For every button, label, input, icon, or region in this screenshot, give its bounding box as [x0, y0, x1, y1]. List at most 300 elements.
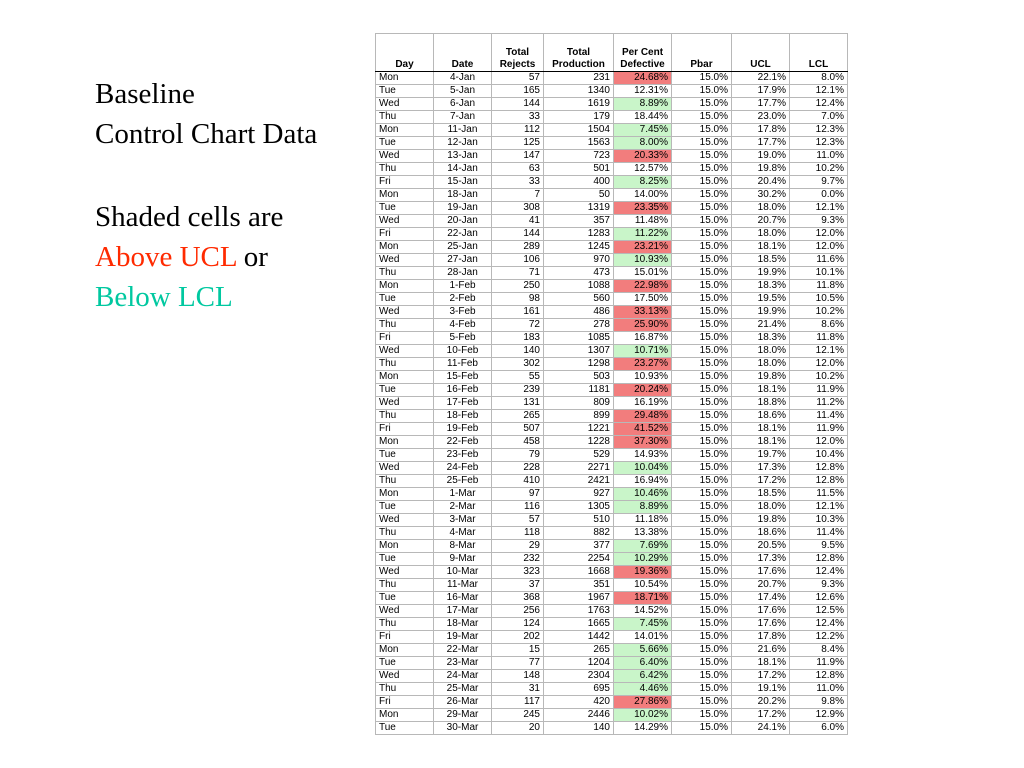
cell-ucl: 17.6% — [732, 618, 790, 631]
header-date: Date — [434, 34, 492, 72]
header-percent-defective: Per Cent Defective — [614, 34, 672, 72]
cell-total-rejects: 77 — [492, 657, 544, 670]
cell-total-rejects: 15 — [492, 644, 544, 657]
cell-ucl: 17.3% — [732, 553, 790, 566]
cell-lcl: 12.8% — [790, 475, 848, 488]
cell-date: 6-Jan — [434, 98, 492, 111]
cell-ucl: 21.4% — [732, 319, 790, 332]
cell-total-production: 882 — [544, 527, 614, 540]
cell-pbar: 15.0% — [672, 423, 732, 436]
cell-ucl: 20.4% — [732, 176, 790, 189]
cell-total-production: 1085 — [544, 332, 614, 345]
cell-ucl: 30.2% — [732, 189, 790, 202]
cell-ucl: 17.9% — [732, 85, 790, 98]
cell-total-rejects: 20 — [492, 722, 544, 735]
cell-ucl: 17.2% — [732, 670, 790, 683]
cell-total-rejects: 37 — [492, 579, 544, 592]
cell-day: Tue — [376, 293, 434, 306]
cell-ucl: 18.5% — [732, 254, 790, 267]
cell-percent-defective: 7.69% — [614, 540, 672, 553]
cell-pbar: 15.0% — [672, 111, 732, 124]
cell-ucl: 18.1% — [732, 423, 790, 436]
table-row — [376, 527, 848, 540]
table-row — [376, 345, 848, 358]
cell-ucl: 17.6% — [732, 566, 790, 579]
cell-day: Wed — [376, 254, 434, 267]
cell-day: Mon — [376, 371, 434, 384]
cell-pbar: 15.0% — [672, 514, 732, 527]
cell-pbar: 15.0% — [672, 722, 732, 735]
cell-day: Thu — [376, 527, 434, 540]
cell-percent-defective: 41.52% — [614, 423, 672, 436]
cell-total-production: 1763 — [544, 605, 614, 618]
cell-ucl: 20.7% — [732, 579, 790, 592]
cell-pbar: 15.0% — [672, 358, 732, 371]
cell-date: 13-Jan — [434, 150, 492, 163]
cell-lcl: 11.4% — [790, 410, 848, 423]
cell-pbar: 15.0% — [672, 319, 732, 332]
cell-total-production: 1619 — [544, 98, 614, 111]
cell-percent-defective: 14.29% — [614, 722, 672, 735]
cell-lcl: 10.3% — [790, 514, 848, 527]
cell-lcl: 12.1% — [790, 501, 848, 514]
cell-pbar: 15.0% — [672, 670, 732, 683]
caption-title-line-2: Control Chart Data — [95, 118, 318, 150]
cell-pbar: 15.0% — [672, 683, 732, 696]
cell-date: 17-Feb — [434, 397, 492, 410]
table-row — [376, 241, 848, 254]
cell-pbar: 15.0% — [672, 124, 732, 137]
cell-percent-defective: 6.42% — [614, 670, 672, 683]
cell-date: 22-Feb — [434, 436, 492, 449]
cell-pbar: 15.0% — [672, 176, 732, 189]
cell-date: 23-Mar — [434, 657, 492, 670]
table-row — [376, 579, 848, 592]
cell-date: 3-Feb — [434, 306, 492, 319]
cell-day: Tue — [376, 722, 434, 735]
cell-day: Wed — [376, 150, 434, 163]
cell-lcl: 11.8% — [790, 332, 848, 345]
cell-date: 19-Feb — [434, 423, 492, 436]
cell-total-rejects: 71 — [492, 267, 544, 280]
cell-date: 18-Mar — [434, 618, 492, 631]
table-row — [376, 449, 848, 462]
cell-lcl: 11.0% — [790, 683, 848, 696]
cell-day: Fri — [376, 631, 434, 644]
cell-date: 19-Jan — [434, 202, 492, 215]
caption-above-ucl: Above UCL — [95, 241, 237, 273]
cell-lcl: 11.9% — [790, 423, 848, 436]
cell-total-rejects: 202 — [492, 631, 544, 644]
cell-date: 27-Jan — [434, 254, 492, 267]
cell-total-production: 501 — [544, 163, 614, 176]
cell-total-rejects: 245 — [492, 709, 544, 722]
cell-lcl: 12.2% — [790, 631, 848, 644]
cell-total-rejects: 63 — [492, 163, 544, 176]
cell-day: Mon — [376, 540, 434, 553]
table-row — [376, 111, 848, 124]
cell-lcl: 12.0% — [790, 436, 848, 449]
table-row — [376, 709, 848, 722]
table-row — [376, 618, 848, 631]
cell-date: 15-Feb — [434, 371, 492, 384]
cell-pbar: 15.0% — [672, 475, 732, 488]
cell-percent-defective: 7.45% — [614, 618, 672, 631]
cell-total-production: 2421 — [544, 475, 614, 488]
cell-total-rejects: 72 — [492, 319, 544, 332]
cell-total-production: 2304 — [544, 670, 614, 683]
table-row — [376, 423, 848, 436]
cell-lcl: 11.9% — [790, 384, 848, 397]
cell-pbar: 15.0% — [672, 189, 732, 202]
cell-total-rejects: 125 — [492, 137, 544, 150]
cell-lcl: 9.3% — [790, 579, 848, 592]
cell-lcl: 12.5% — [790, 605, 848, 618]
cell-percent-defective: 12.31% — [614, 85, 672, 98]
cell-total-rejects: 57 — [492, 72, 544, 85]
cell-pbar: 15.0% — [672, 98, 732, 111]
cell-date: 11-Mar — [434, 579, 492, 592]
cell-total-rejects: 165 — [492, 85, 544, 98]
cell-percent-defective: 11.22% — [614, 228, 672, 241]
cell-day: Thu — [376, 410, 434, 423]
cell-pbar: 15.0% — [672, 410, 732, 423]
table-row — [376, 358, 848, 371]
cell-pbar: 15.0% — [672, 449, 732, 462]
cell-total-rejects: 147 — [492, 150, 544, 163]
cell-pbar: 15.0% — [672, 202, 732, 215]
cell-lcl: 10.2% — [790, 371, 848, 384]
cell-total-production: 1504 — [544, 124, 614, 137]
cell-lcl: 10.5% — [790, 293, 848, 306]
table-row — [376, 683, 848, 696]
cell-day: Wed — [376, 670, 434, 683]
cell-total-production: 1307 — [544, 345, 614, 358]
cell-pbar: 15.0% — [672, 657, 732, 670]
cell-percent-defective: 6.40% — [614, 657, 672, 670]
cell-date: 4-Mar — [434, 527, 492, 540]
cell-date: 12-Jan — [434, 137, 492, 150]
table-row — [376, 176, 848, 189]
table-row — [376, 150, 848, 163]
table-row — [376, 384, 848, 397]
cell-lcl: 0.0% — [790, 189, 848, 202]
cell-pbar: 15.0% — [672, 150, 732, 163]
cell-ucl: 17.3% — [732, 462, 790, 475]
cell-percent-defective: 20.24% — [614, 384, 672, 397]
cell-percent-defective: 11.18% — [614, 514, 672, 527]
caption-spacer — [95, 154, 375, 197]
cell-day: Mon — [376, 124, 434, 137]
table-row — [376, 462, 848, 475]
cell-percent-defective: 14.93% — [614, 449, 672, 462]
cell-date: 22-Jan — [434, 228, 492, 241]
table-row — [376, 397, 848, 410]
table-row — [376, 98, 848, 111]
table-row — [376, 254, 848, 267]
cell-percent-defective: 33.13% — [614, 306, 672, 319]
cell-lcl: 10.2% — [790, 306, 848, 319]
cell-lcl: 12.6% — [790, 592, 848, 605]
caption-title-line-1: Baseline — [95, 78, 195, 110]
cell-total-production: 473 — [544, 267, 614, 280]
cell-total-production: 486 — [544, 306, 614, 319]
cell-date: 29-Mar — [434, 709, 492, 722]
cell-percent-defective: 18.44% — [614, 111, 672, 124]
cell-total-rejects: 97 — [492, 488, 544, 501]
cell-lcl: 12.8% — [790, 462, 848, 475]
cell-day: Wed — [376, 397, 434, 410]
cell-lcl: 12.1% — [790, 85, 848, 98]
cell-date: 20-Jan — [434, 215, 492, 228]
cell-date: 25-Mar — [434, 683, 492, 696]
cell-day: Tue — [376, 137, 434, 150]
table-row — [376, 722, 848, 735]
cell-total-production: 899 — [544, 410, 614, 423]
cell-day: Thu — [376, 358, 434, 371]
cell-total-rejects: 323 — [492, 566, 544, 579]
cell-percent-defective: 10.71% — [614, 345, 672, 358]
cell-day: Mon — [376, 644, 434, 657]
cell-lcl: 11.2% — [790, 397, 848, 410]
cell-total-rejects: 256 — [492, 605, 544, 618]
cell-percent-defective: 23.27% — [614, 358, 672, 371]
cell-percent-defective: 10.02% — [614, 709, 672, 722]
table-row — [376, 670, 848, 683]
cell-date: 10-Feb — [434, 345, 492, 358]
cell-total-production: 357 — [544, 215, 614, 228]
cell-day: Mon — [376, 488, 434, 501]
cell-total-rejects: 29 — [492, 540, 544, 553]
cell-date: 4-Feb — [434, 319, 492, 332]
cell-total-rejects: 57 — [492, 514, 544, 527]
cell-ucl: 19.8% — [732, 163, 790, 176]
cell-date: 22-Mar — [434, 644, 492, 657]
cell-percent-defective: 37.30% — [614, 436, 672, 449]
cell-day: Tue — [376, 592, 434, 605]
cell-ucl: 18.0% — [732, 228, 790, 241]
table-row — [376, 280, 848, 293]
cell-lcl: 9.7% — [790, 176, 848, 189]
cell-ucl: 20.2% — [732, 696, 790, 709]
cell-pbar: 15.0% — [672, 644, 732, 657]
cell-total-rejects: 458 — [492, 436, 544, 449]
cell-day: Mon — [376, 241, 434, 254]
cell-date: 11-Jan — [434, 124, 492, 137]
header-day: Day — [376, 34, 434, 72]
caption-above-line — [95, 237, 375, 277]
cell-percent-defective: 8.89% — [614, 98, 672, 111]
cell-total-rejects: 368 — [492, 592, 544, 605]
cell-total-rejects: 144 — [492, 228, 544, 241]
table-row — [376, 85, 848, 98]
cell-date: 25-Jan — [434, 241, 492, 254]
cell-day: Thu — [376, 319, 434, 332]
header-pbar: Pbar — [672, 34, 732, 72]
cell-ucl: 18.1% — [732, 241, 790, 254]
cell-total-production: 400 — [544, 176, 614, 189]
table-row — [376, 332, 848, 345]
cell-day: Mon — [376, 72, 434, 85]
cell-date: 25-Feb — [434, 475, 492, 488]
cell-total-rejects: 124 — [492, 618, 544, 631]
cell-lcl: 12.4% — [790, 566, 848, 579]
cell-pbar: 15.0% — [672, 579, 732, 592]
table-row — [376, 436, 848, 449]
cell-date: 1-Mar — [434, 488, 492, 501]
cell-pbar: 15.0% — [672, 306, 732, 319]
cell-total-rejects: 131 — [492, 397, 544, 410]
cell-date: 2-Mar — [434, 501, 492, 514]
cell-total-production: 529 — [544, 449, 614, 462]
cell-total-production: 2271 — [544, 462, 614, 475]
cell-day: Thu — [376, 683, 434, 696]
cell-pbar: 15.0% — [672, 527, 732, 540]
cell-pbar: 15.0% — [672, 501, 732, 514]
cell-ucl: 21.6% — [732, 644, 790, 657]
cell-day: Wed — [376, 605, 434, 618]
cell-total-rejects: 148 — [492, 670, 544, 683]
cell-total-rejects: 117 — [492, 696, 544, 709]
cell-day: Thu — [376, 163, 434, 176]
cell-total-production: 970 — [544, 254, 614, 267]
cell-percent-defective: 18.71% — [614, 592, 672, 605]
cell-total-rejects: 302 — [492, 358, 544, 371]
cell-lcl: 11.8% — [790, 280, 848, 293]
cell-pbar: 15.0% — [672, 696, 732, 709]
cell-lcl: 12.1% — [790, 202, 848, 215]
cell-total-rejects: 55 — [492, 371, 544, 384]
cell-day: Tue — [376, 657, 434, 670]
cell-percent-defective: 23.35% — [614, 202, 672, 215]
cell-ucl: 18.0% — [732, 345, 790, 358]
cell-day: Thu — [376, 475, 434, 488]
cell-ucl: 18.0% — [732, 202, 790, 215]
cell-total-rejects: 7 — [492, 189, 544, 202]
cell-day: Tue — [376, 202, 434, 215]
cell-day: Tue — [376, 449, 434, 462]
cell-total-rejects: 239 — [492, 384, 544, 397]
cell-pbar: 15.0% — [672, 709, 732, 722]
cell-percent-defective: 16.19% — [614, 397, 672, 410]
cell-day: Wed — [376, 215, 434, 228]
cell-ucl: 23.0% — [732, 111, 790, 124]
header-ucl: UCL — [732, 34, 790, 72]
cell-date: 5-Jan — [434, 85, 492, 98]
cell-percent-defective: 7.45% — [614, 124, 672, 137]
cell-percent-defective: 27.86% — [614, 696, 672, 709]
cell-ucl: 17.7% — [732, 137, 790, 150]
table-row — [376, 202, 848, 215]
cell-date: 24-Mar — [434, 670, 492, 683]
cell-total-production: 1340 — [544, 85, 614, 98]
caption-below-lcl: Below LCL — [95, 281, 233, 313]
table-row — [376, 553, 848, 566]
table-row — [376, 592, 848, 605]
cell-ucl: 24.1% — [732, 722, 790, 735]
cell-day: Fri — [376, 332, 434, 345]
cell-total-rejects: 118 — [492, 527, 544, 540]
cell-total-production: 231 — [544, 72, 614, 85]
cell-total-rejects: 79 — [492, 449, 544, 462]
cell-total-production: 510 — [544, 514, 614, 527]
cell-ucl: 18.5% — [732, 488, 790, 501]
cell-lcl: 12.8% — [790, 670, 848, 683]
cell-percent-defective: 10.46% — [614, 488, 672, 501]
cell-pbar: 15.0% — [672, 605, 732, 618]
cell-pbar: 15.0% — [672, 228, 732, 241]
cell-percent-defective: 16.94% — [614, 475, 672, 488]
cell-total-production: 2254 — [544, 553, 614, 566]
cell-percent-defective: 10.93% — [614, 371, 672, 384]
cell-day: Wed — [376, 514, 434, 527]
table-row — [376, 657, 848, 670]
table-row — [376, 228, 848, 241]
cell-lcl: 12.0% — [790, 228, 848, 241]
cell-date: 18-Feb — [434, 410, 492, 423]
cell-percent-defective: 20.33% — [614, 150, 672, 163]
cell-total-production: 1228 — [544, 436, 614, 449]
cell-pbar: 15.0% — [672, 267, 732, 280]
cell-total-rejects: 507 — [492, 423, 544, 436]
cell-date: 11-Feb — [434, 358, 492, 371]
cell-total-production: 2446 — [544, 709, 614, 722]
cell-lcl: 9.3% — [790, 215, 848, 228]
cell-date: 26-Mar — [434, 696, 492, 709]
cell-total-production: 695 — [544, 683, 614, 696]
cell-lcl: 12.0% — [790, 358, 848, 371]
table-row — [376, 306, 848, 319]
cell-date: 14-Jan — [434, 163, 492, 176]
cell-total-production: 1245 — [544, 241, 614, 254]
cell-lcl: 11.9% — [790, 657, 848, 670]
slide-caption — [95, 74, 375, 317]
cell-date: 30-Mar — [434, 722, 492, 735]
table-row — [376, 189, 848, 202]
cell-lcl: 12.4% — [790, 618, 848, 631]
cell-total-production: 420 — [544, 696, 614, 709]
cell-total-rejects: 140 — [492, 345, 544, 358]
cell-ucl: 18.8% — [732, 397, 790, 410]
cell-total-production: 1088 — [544, 280, 614, 293]
cell-percent-defective: 14.00% — [614, 189, 672, 202]
cell-date: 10-Mar — [434, 566, 492, 579]
control-chart-data-table — [375, 33, 848, 735]
table-row — [376, 540, 848, 553]
cell-total-production: 1967 — [544, 592, 614, 605]
cell-pbar: 15.0% — [672, 280, 732, 293]
cell-total-production: 503 — [544, 371, 614, 384]
cell-percent-defective: 12.57% — [614, 163, 672, 176]
table-row — [376, 293, 848, 306]
cell-pbar: 15.0% — [672, 345, 732, 358]
cell-percent-defective: 13.38% — [614, 527, 672, 540]
cell-pbar: 15.0% — [672, 436, 732, 449]
cell-ucl: 17.4% — [732, 592, 790, 605]
cell-total-rejects: 183 — [492, 332, 544, 345]
cell-date: 7-Jan — [434, 111, 492, 124]
cell-percent-defective: 10.04% — [614, 462, 672, 475]
cell-total-production: 809 — [544, 397, 614, 410]
cell-lcl: 7.0% — [790, 111, 848, 124]
table-row — [376, 319, 848, 332]
table-row — [376, 124, 848, 137]
cell-ucl: 18.0% — [732, 358, 790, 371]
cell-day: Thu — [376, 618, 434, 631]
table-row — [376, 501, 848, 514]
cell-percent-defective: 5.66% — [614, 644, 672, 657]
cell-percent-defective: 14.52% — [614, 605, 672, 618]
